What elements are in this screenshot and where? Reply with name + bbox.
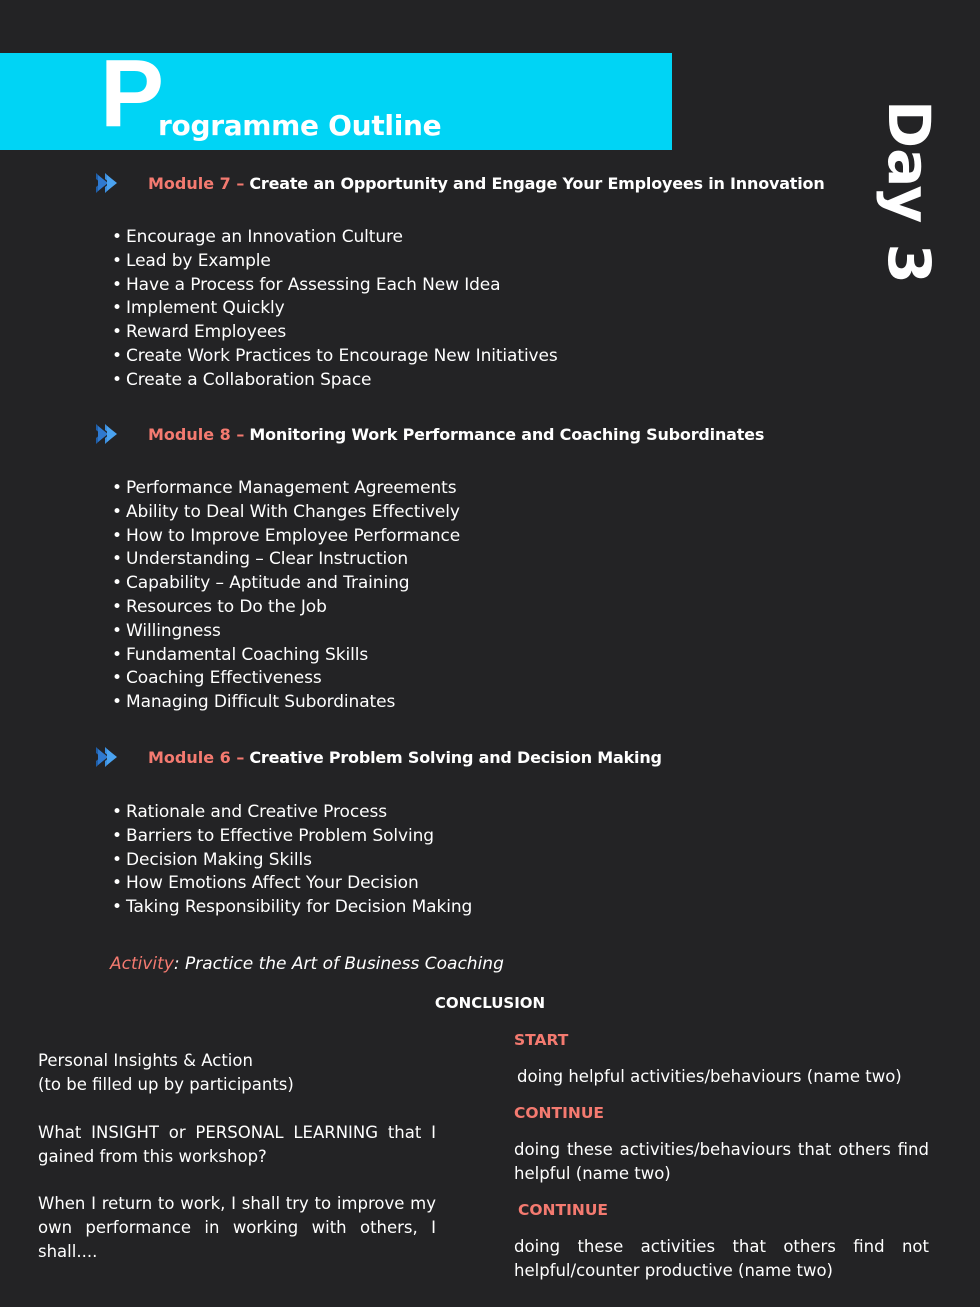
insights-title-line: Personal Insights & Action bbox=[38, 1051, 253, 1070]
module-heading bbox=[96, 423, 764, 445]
improvement-question: When I return to work, I shall try to improve my own performance in working with others, I shall.... bbox=[38, 1194, 436, 1261]
list-item: • Managing Difficult Subordinates bbox=[112, 691, 460, 715]
list-item: • Understanding – Clear Instruction bbox=[112, 548, 460, 572]
activity-text: : Practice the Art of Business Coaching bbox=[173, 954, 504, 974]
list-item: • How to Improve Employee Performance bbox=[112, 525, 460, 549]
activity-line bbox=[110, 952, 504, 976]
continue-heading: CONTINUE bbox=[518, 1201, 609, 1219]
list-item: • Decision Making Skills bbox=[112, 849, 472, 873]
module-number: Module 6 – bbox=[148, 747, 245, 767]
double-chevron-icon bbox=[96, 424, 126, 444]
list-item: • Performance Management Agreements bbox=[112, 477, 460, 501]
list-item: • Lead by Example bbox=[112, 250, 558, 274]
list-item: • Create a Collaboration Space bbox=[112, 369, 558, 393]
activity-label: Activity bbox=[110, 954, 174, 974]
continue-text: doing these activities that others find not helpful/counter productive (name two) bbox=[514, 1237, 929, 1280]
start-text: doing helpful activities/behaviours (name two) bbox=[517, 1067, 902, 1086]
double-chevron-icon bbox=[96, 747, 126, 767]
page-title: rogramme Outline bbox=[158, 109, 442, 142]
list-item: • Ability to Deal With Changes Effectively bbox=[112, 501, 460, 525]
list-item: • Taking Responsibility for Decision Making bbox=[112, 896, 472, 920]
module-title: Creative Problem Solving and Decision Making bbox=[249, 747, 662, 767]
list-item: • Encourage an Innovation Culture bbox=[112, 226, 558, 250]
list-item: • Rationale and Creative Process bbox=[112, 801, 472, 825]
module-heading bbox=[96, 746, 662, 768]
list-item: • Willingness bbox=[112, 620, 460, 644]
list-item: • How Emotions Affect Your Decision bbox=[112, 872, 472, 896]
module-topic-list bbox=[112, 226, 558, 393]
module-title: Monitoring Work Performance and Coaching Subordinates bbox=[249, 424, 765, 444]
module-number: Module 8 – bbox=[148, 424, 245, 444]
insights-title bbox=[38, 1049, 436, 1097]
continue-text: doing these activities/behaviours that others find helpful (name two) bbox=[514, 1140, 929, 1183]
list-item: • Coaching Effectiveness bbox=[112, 667, 460, 691]
continue-heading: CONTINUE bbox=[514, 1104, 605, 1122]
list-item: • Fundamental Coaching Skills bbox=[112, 644, 460, 668]
module-title: Create an Opportunity and Engage Your Employees in Innovation bbox=[249, 173, 825, 193]
list-item: • Reward Employees bbox=[112, 321, 558, 345]
module-topic-list bbox=[112, 477, 460, 715]
list-item: • Capability – Aptitude and Training bbox=[112, 572, 460, 596]
conclusion-heading: CONCLUSION bbox=[434, 994, 546, 1012]
module-topic-list bbox=[112, 801, 472, 920]
module-number: Module 7 – bbox=[148, 173, 245, 193]
insight-question: What INSIGHT or PERSONAL LEARNING that I gained from this workshop? bbox=[38, 1123, 436, 1166]
module-heading bbox=[96, 172, 825, 194]
insights-subtitle-line: (to be filled up by participants) bbox=[38, 1075, 294, 1094]
list-item: • Create Work Practices to Encourage New Initiatives bbox=[112, 345, 558, 369]
day-label: Day 3 bbox=[875, 100, 943, 284]
title-initial-letter: P bbox=[100, 40, 165, 147]
list-item: • Have a Process for Assessing Each New Idea bbox=[112, 274, 558, 298]
list-item: • Implement Quickly bbox=[112, 297, 558, 321]
double-chevron-icon bbox=[96, 173, 126, 193]
start-heading: START bbox=[514, 1031, 569, 1049]
list-item: • Barriers to Effective Problem Solving bbox=[112, 825, 472, 849]
list-item: • Resources to Do the Job bbox=[112, 596, 460, 620]
